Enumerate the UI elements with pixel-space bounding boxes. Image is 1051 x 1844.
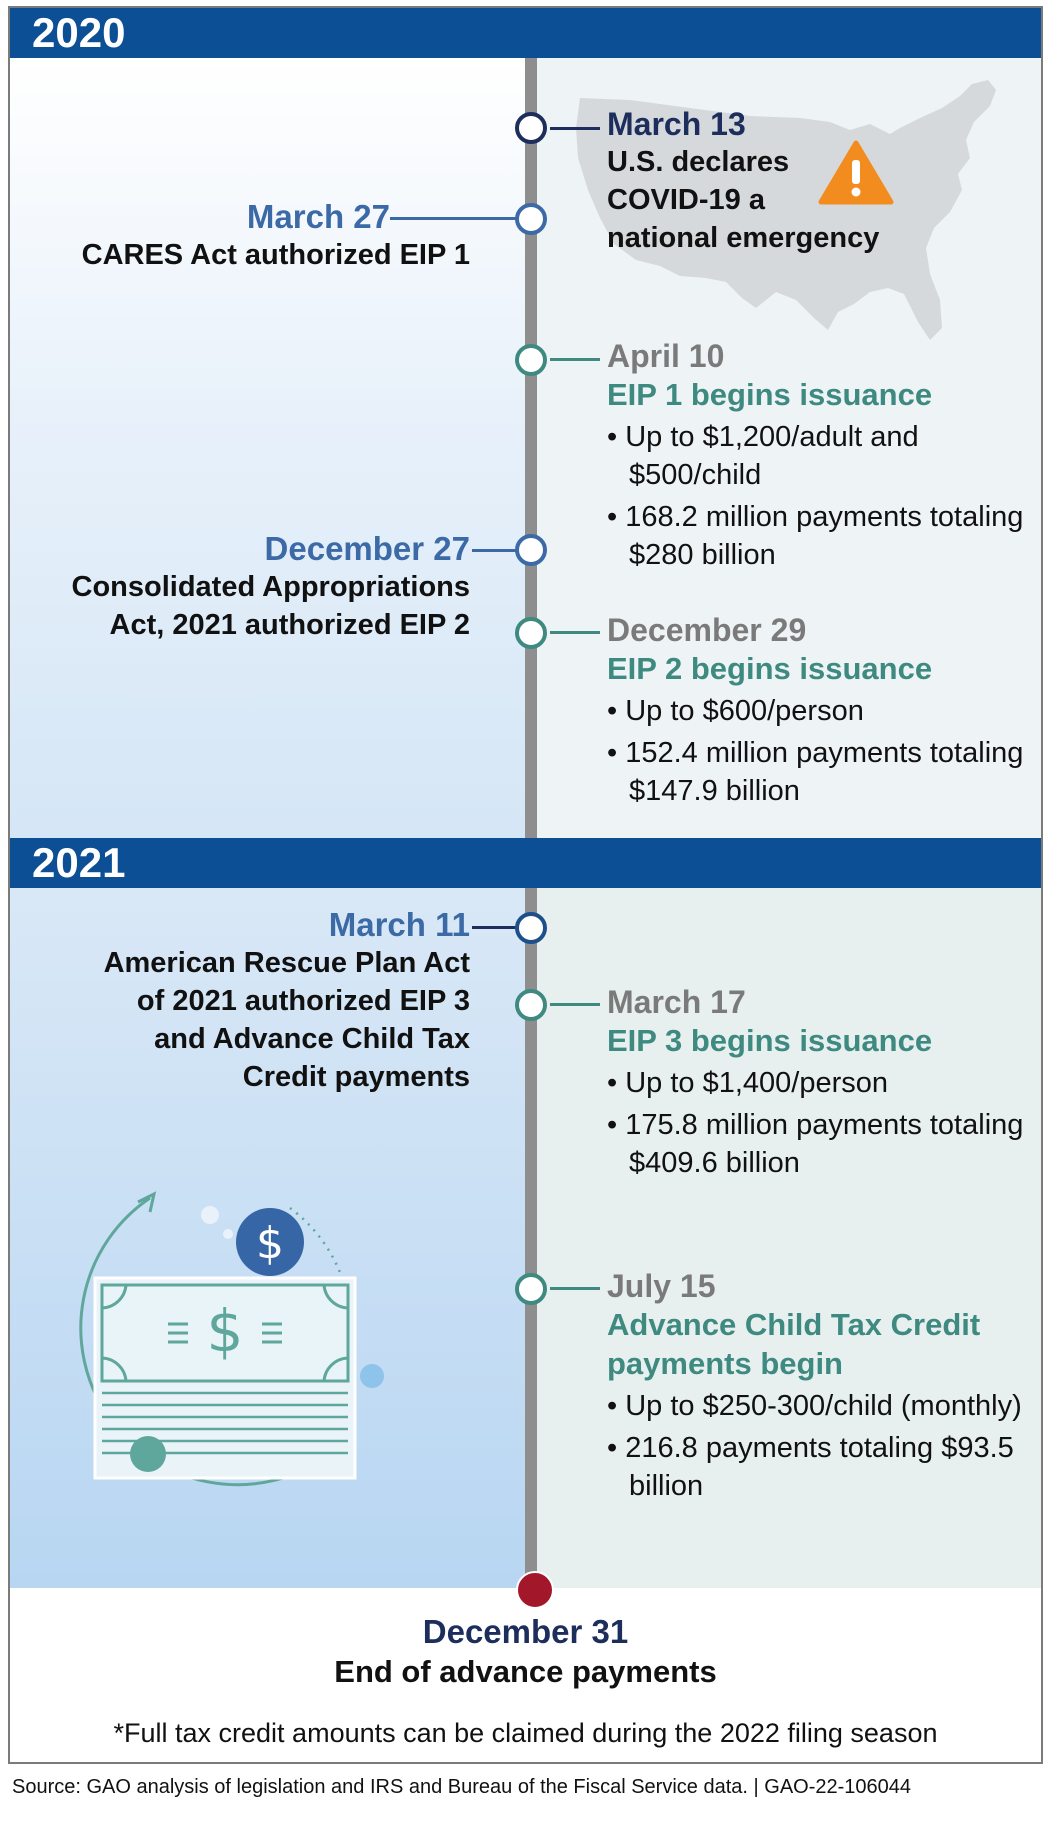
event-march11-date: March 11 (328, 906, 470, 943)
event-march17-bullet-1: • Up to $1,400/person (607, 1067, 889, 1099)
event-march27-text: CARES Act authorized EIP 1 (81, 239, 470, 271)
event-march27 (20, 198, 470, 274)
event-march17-date: March 17 (607, 984, 746, 1020)
event-dec29-bullet-2: • 152.4 million payments totaling $147.9 billion (607, 737, 1024, 807)
event-march17-bullet-2: • 175.8 million payments totaling $409.6 billion (607, 1109, 1024, 1179)
event-march11 (20, 906, 470, 1096)
event-dec29-bullet-1: • Up to $600/person (607, 695, 864, 727)
money-bill-icon (50, 1158, 410, 1518)
footnote: *Full tax credit amounts can be claimed during the 2022 filing season (113, 1718, 938, 1748)
event-march13-line3: national emergency (607, 222, 880, 254)
bg-2020-left (10, 58, 528, 838)
event-july15-bullet-2: • 216.8 payments totaling $93.5 billion (607, 1432, 1014, 1502)
event-march17-heading: EIP 3 begins issuance (607, 1023, 933, 1058)
node-march11 (515, 912, 547, 944)
event-july15-heading-1: Advance Child Tax Credit (607, 1307, 981, 1342)
event-july15-bullet-1: • Up to $250-300/child (monthly) (607, 1390, 1022, 1422)
node-dec27 (515, 534, 547, 566)
event-march11-line1: American Rescue Plan Act (103, 947, 470, 979)
event-dec31-date: December 31 (422, 1613, 629, 1650)
timeline-axis (525, 48, 537, 1588)
year-header-2020: 2020 (10, 8, 1041, 58)
event-april10-bullet-2: • 168.2 million payments totaling $280 billion (607, 501, 1024, 571)
event-march27-date: March 27 (246, 198, 390, 235)
event-april10-bullet-1: • Up to $1,200/adult and $500/child (607, 421, 919, 491)
connector-april10 (550, 358, 600, 361)
node-april10 (515, 344, 547, 376)
svg-text:$: $ (256, 1218, 284, 1269)
year-header-2021: 2021 (10, 838, 1041, 888)
event-dec27-line1: Consolidated Appropriations (71, 571, 470, 603)
event-march17 (607, 984, 1027, 1182)
event-dec31-text: End of advance payments (334, 1654, 717, 1689)
event-july15 (607, 1268, 1027, 1505)
node-march27 (515, 203, 547, 235)
event-march13-date: March 13 (607, 106, 746, 142)
event-april10-date: April 10 (607, 338, 725, 374)
event-dec29 (607, 612, 1027, 810)
source-note: Source: GAO analysis of legislation and IRS and Bureau of the Fiscal Service data. | GAO-22-106044 (12, 1776, 912, 1798)
event-march13 (607, 106, 1027, 257)
connector-july15 (550, 1287, 600, 1290)
event-march13-line1: U.S. declares (607, 146, 790, 178)
node-march17 (515, 989, 547, 1021)
event-march11-line3: and Advance Child Tax (154, 1023, 470, 1055)
node-july15 (515, 1273, 547, 1305)
connector-march13 (550, 127, 600, 130)
event-dec27-line2: Act, 2021 authorized EIP 2 (109, 609, 470, 641)
node-dec29 (515, 617, 547, 649)
event-march13-line2: COVID-19 a (607, 184, 765, 216)
event-dec27 (20, 530, 470, 644)
event-april10-heading: EIP 1 begins issuance (607, 377, 933, 412)
connector-march17 (550, 1003, 600, 1006)
node-march13 (515, 112, 547, 144)
event-dec27-date: December 27 (264, 530, 470, 567)
event-march11-line4: Credit payments (242, 1061, 470, 1093)
svg-text:$: $ (206, 1297, 244, 1365)
connector-dec29 (550, 631, 600, 634)
node-dec31 (516, 1571, 554, 1609)
timeline-frame (8, 6, 1043, 1764)
event-april10 (607, 338, 1027, 574)
event-march11-line2: of 2021 authorized EIP 3 (136, 985, 470, 1017)
event-july15-date: July 15 (607, 1268, 716, 1304)
event-dec29-heading: EIP 2 begins issuance (607, 651, 933, 686)
event-dec29-date: December 29 (607, 612, 807, 648)
event-july15-heading-2: payments begin (607, 1346, 843, 1381)
